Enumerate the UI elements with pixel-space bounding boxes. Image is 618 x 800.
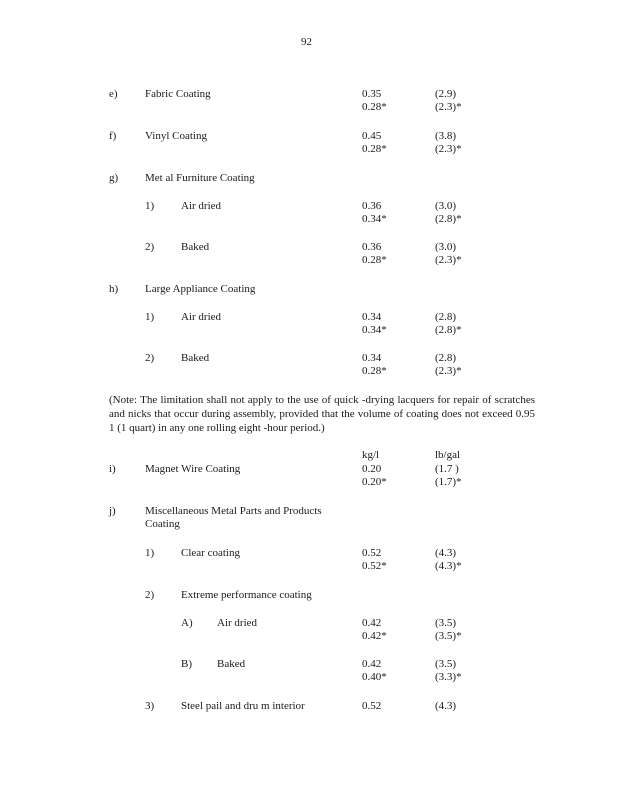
item-g-label: g) [109, 172, 119, 184]
item-j-3-label: 3) [145, 700, 155, 712]
item-j-2-a-value-1: 0.42 [362, 617, 382, 629]
item-j-title-line-1: Miscellaneous Metal Parts and Products [145, 505, 322, 517]
item-j-1-label: 1) [145, 547, 155, 559]
item-h-1-value-1: 0.34 [362, 311, 382, 323]
item-g-2-value-1: 0.36 [362, 241, 382, 253]
item-j-2-b-title: Baked [217, 658, 246, 670]
item-i-paren-2: (1.7)* [435, 476, 462, 488]
item-j-1-paren-1: (4.3) [435, 547, 457, 559]
item-g-2-paren-2: (2.3)* [435, 254, 462, 266]
unit-imperial: lb/gal [435, 449, 461, 461]
item-f-value-2: 0.28* [362, 143, 387, 155]
item-j-3-title: Steel pail and dru m interior [181, 700, 305, 712]
item-j-1-title: Clear coating [181, 547, 240, 559]
item-j-1-paren-2: (4.3)* [435, 560, 462, 572]
item-i-label: i) [109, 463, 116, 475]
item-j-2-a-paren-2: (3.5)* [435, 630, 462, 642]
unit-metric: kg/l [362, 449, 380, 461]
item-j-2-b-paren-2: (3.3)* [435, 671, 462, 683]
item-g-1-title: Air dried [181, 200, 222, 212]
item-h-1-paren-1: (2.8) [435, 311, 457, 323]
item-h-2-value-2: 0.28* [362, 365, 387, 377]
item-g-1-value-1: 0.36 [362, 200, 382, 212]
item-g-1-paren-1: (3.0) [435, 200, 457, 212]
item-f-value-1: 0.45 [362, 130, 382, 142]
item-f-paren-2: (2.3)* [435, 143, 462, 155]
item-e-title: Fabric Coating [145, 88, 211, 100]
note-paragraph: (Note: The limitation shall not apply to the use of quick -drying lacquers for repair of scratches and nicks that occur during assembly, provided that the volume of coating does not exceed 0.95 1 (1 quart) in any one rolling eight -hour period.) [109, 394, 535, 434]
item-j-2-label: 2) [145, 589, 155, 601]
item-j-2-a-paren-1: (3.5) [435, 617, 457, 629]
item-g-1-paren-2: (2.8)* [435, 213, 462, 225]
item-h-1-paren-2: (2.8)* [435, 324, 462, 336]
item-g-1-label: 1) [145, 200, 155, 212]
item-e-paren-2: (2.3)* [435, 101, 462, 113]
item-e-value-1: 0.35 [362, 88, 382, 100]
item-j-2-b-paren-1: (3.5) [435, 658, 457, 670]
item-g-2-title: Baked [181, 241, 210, 253]
item-g-2-label: 2) [145, 241, 155, 253]
item-j-3-paren-1: (4.3) [435, 700, 457, 712]
item-h-2-paren-1: (2.8) [435, 352, 457, 364]
item-j-1-value-2: 0.52* [362, 560, 387, 572]
item-g-2-paren-1: (3.0) [435, 241, 457, 253]
item-f-label: f) [109, 130, 117, 142]
item-g-title: Met al Furniture Coating [145, 172, 255, 184]
item-j-2-a-label: A) [181, 617, 193, 629]
item-e-paren-1: (2.9) [435, 88, 457, 100]
item-i-value-1: 0.20 [362, 463, 382, 475]
item-g-2-value-2: 0.28* [362, 254, 387, 266]
item-j-2-b-value-2: 0.40* [362, 671, 387, 683]
item-h-label: h) [109, 283, 119, 295]
item-f-title: Vinyl Coating [145, 130, 207, 142]
item-j-3-value-1: 0.52 [362, 700, 382, 712]
item-e-value-2: 0.28* [362, 101, 387, 113]
item-h-2-paren-2: (2.3)* [435, 365, 462, 377]
item-j-1-value-1: 0.52 [362, 547, 382, 559]
item-j-2-a-title: Air dried [217, 617, 258, 629]
item-h-title: Large Appliance Coating [145, 283, 256, 295]
item-h-1-label: 1) [145, 311, 155, 323]
item-j-2-title: Extreme performance coating [181, 589, 312, 601]
item-i-value-2: 0.20* [362, 476, 387, 488]
item-h-1-value-2: 0.34* [362, 324, 387, 336]
page-number: 92 [301, 36, 312, 48]
item-h-2-title: Baked [181, 352, 210, 364]
item-j-title-line-2: Coating [145, 518, 180, 530]
item-j-2-b-value-1: 0.42 [362, 658, 382, 670]
item-h-2-label: 2) [145, 352, 155, 364]
item-g-1-value-2: 0.34* [362, 213, 387, 225]
item-f-paren-1: (3.8) [435, 130, 457, 142]
item-h-2-value-1: 0.34 [362, 352, 382, 364]
item-j-label: j) [109, 505, 116, 517]
item-i-paren-1: (1.7 ) [435, 463, 459, 475]
item-e-label: e) [109, 88, 118, 100]
item-j-2-a-value-2: 0.42* [362, 630, 387, 642]
item-i-title: Magnet Wire Coating [145, 463, 241, 475]
item-h-1-title: Air dried [181, 311, 222, 323]
item-j-2-b-label: B) [181, 658, 192, 670]
